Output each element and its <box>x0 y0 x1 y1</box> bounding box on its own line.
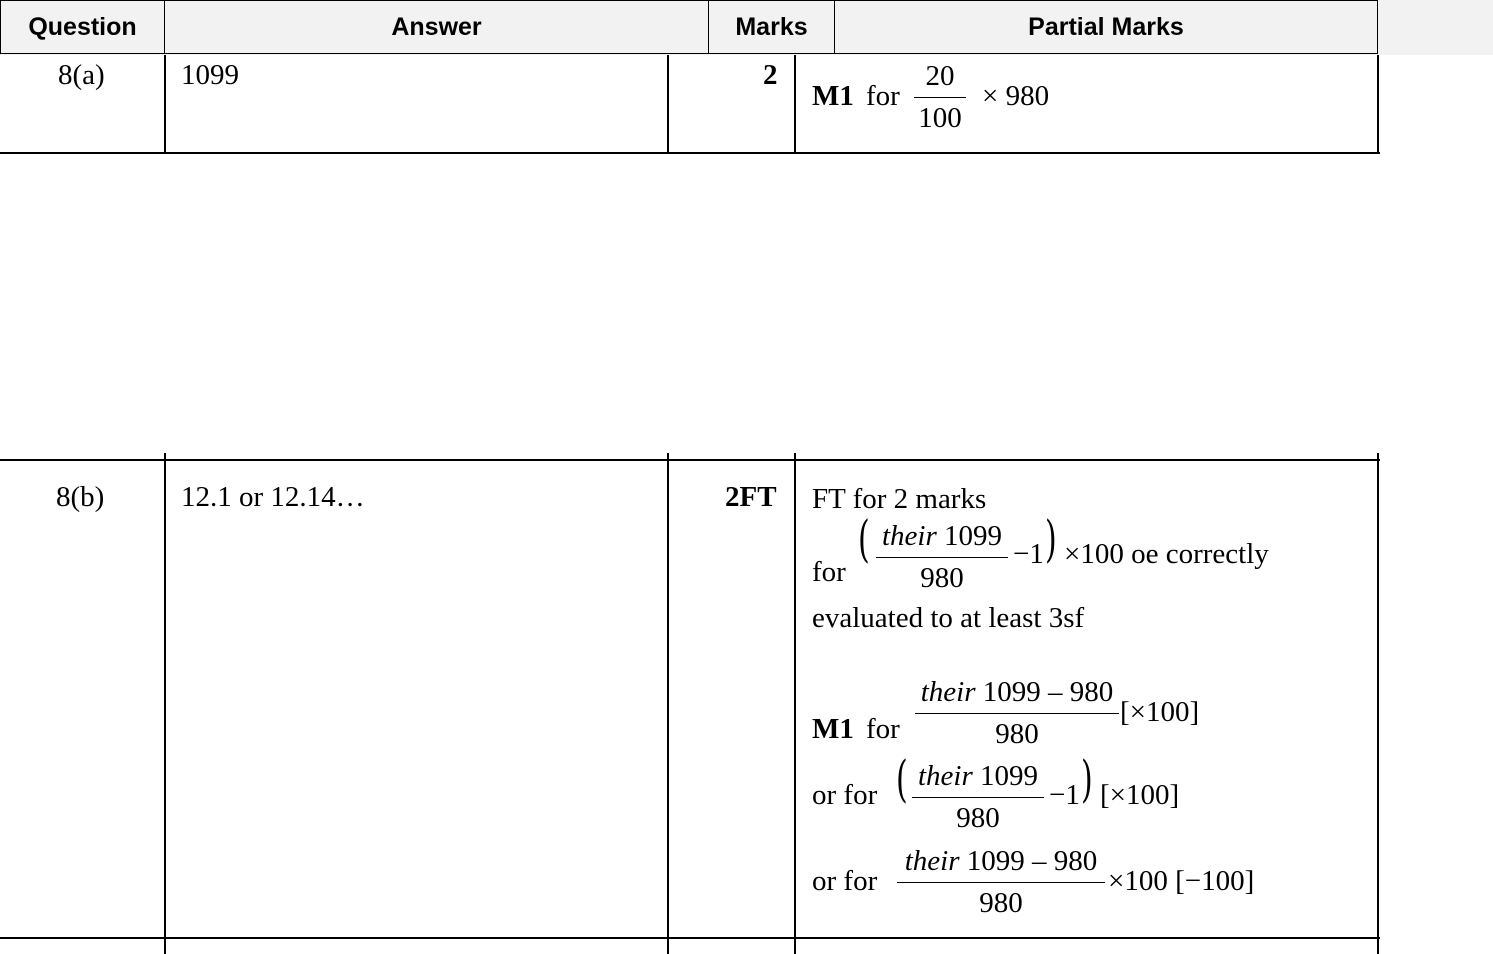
col-divider <box>667 453 669 954</box>
header-question: Question <box>0 0 165 54</box>
right-paren-icon: ) <box>1045 510 1057 568</box>
row-border <box>0 459 1380 461</box>
col-divider <box>667 55 669 154</box>
question-number: 8(b) <box>56 481 105 513</box>
fraction <box>876 522 1008 593</box>
marks-value: 2 <box>763 59 778 91</box>
their-word: their <box>881 520 937 552</box>
header-partial-marks: Partial Marks <box>834 0 1378 54</box>
or-for-text: or for <box>812 865 878 897</box>
fraction <box>912 762 1044 833</box>
expression-tail: ×100 oe correctly <box>1064 538 1269 570</box>
minus-one: −1 <box>1013 538 1044 570</box>
col-divider <box>164 55 166 154</box>
fraction-denominator: 980 <box>956 802 1000 834</box>
col-divider <box>794 55 796 154</box>
marks-value: 2FT <box>725 481 777 513</box>
fraction-denominator: 980 <box>979 887 1023 919</box>
question-number: 8(a) <box>58 59 105 91</box>
row-border <box>0 152 1380 154</box>
minus-one: −1 <box>1049 779 1080 811</box>
expression-tail: × 980 <box>982 80 1050 112</box>
fraction-numerator: their 1099 <box>876 522 1008 558</box>
m1-label: M1 <box>812 713 854 745</box>
col-divider <box>164 453 166 954</box>
col-divider <box>1377 55 1379 154</box>
fraction <box>915 678 1119 749</box>
left-paren-icon: ( <box>858 510 870 568</box>
partial-line-1: FT for 2 marks <box>812 483 987 515</box>
partial-line-3: evaluated to at least 3sf <box>812 602 1085 634</box>
fraction-denominator: 980 <box>995 718 1039 750</box>
fraction-numerator: their 1099 <box>912 762 1044 798</box>
header-marks: Marks <box>708 0 835 54</box>
for-text: for <box>812 556 846 588</box>
fraction <box>914 62 966 133</box>
fraction-denominator: 100 <box>918 102 962 134</box>
row-border <box>0 937 1380 939</box>
fraction-numerator: their 1099 – 980 <box>915 678 1119 714</box>
expression-tail: ×100 [−100] <box>1108 865 1255 897</box>
for-text: for <box>866 713 900 745</box>
col-divider <box>794 453 796 954</box>
their-word: their <box>917 760 973 792</box>
expression-tail: [×100] <box>1100 779 1180 811</box>
answer-text: 12.1 or 12.14… <box>181 481 365 513</box>
fraction-denominator: 980 <box>920 562 964 594</box>
col-divider <box>1377 453 1379 954</box>
header-answer: Answer <box>164 0 709 54</box>
m1-label: M1 <box>812 80 854 112</box>
their-word: their <box>904 845 960 877</box>
or-for-text: or for <box>812 779 878 811</box>
fraction <box>897 847 1105 918</box>
answer-text: 1099 <box>181 59 239 91</box>
right-paren-icon: ) <box>1081 750 1093 808</box>
fraction-numerator: their 1099 – 980 <box>897 847 1105 883</box>
their-word: their <box>920 676 976 708</box>
expression-tail: [×100] <box>1120 696 1200 728</box>
for-text: for <box>866 80 900 112</box>
left-paren-icon: ( <box>896 750 908 808</box>
fraction-numerator: 20 <box>914 62 966 98</box>
